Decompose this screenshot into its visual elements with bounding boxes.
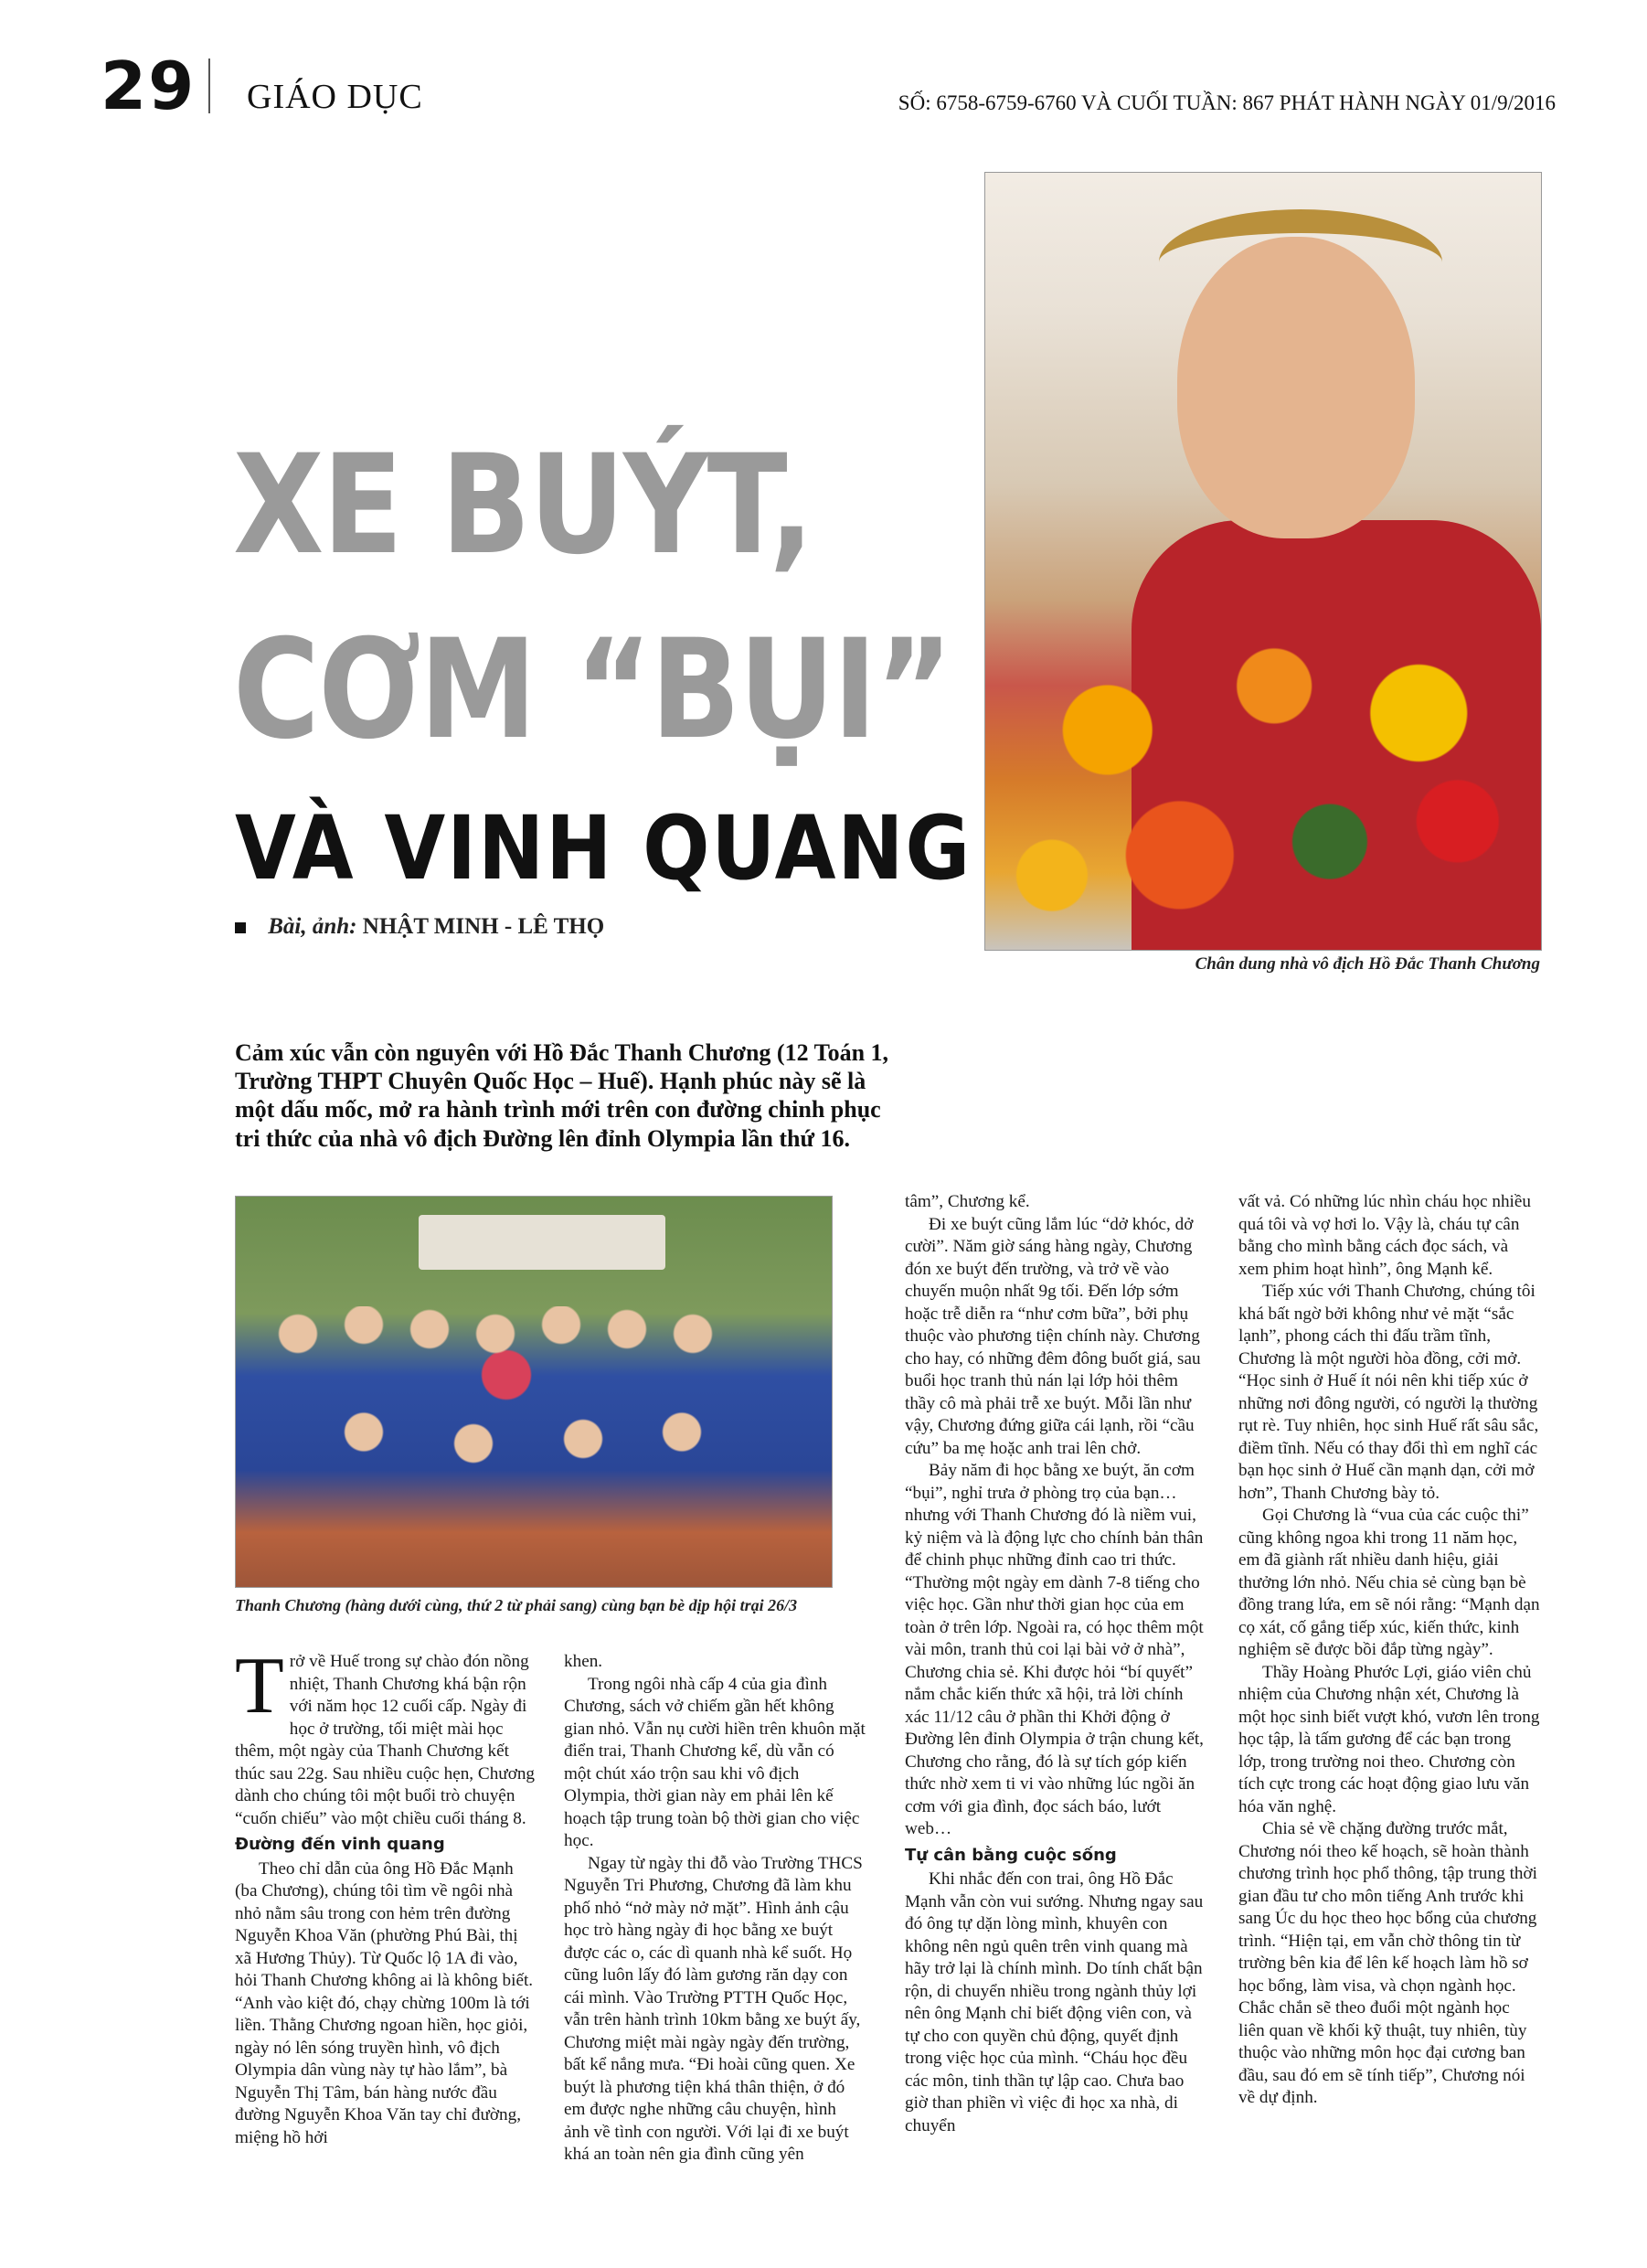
byline-authors: NHẬT MINH - LÊ THỌ — [362, 914, 605, 939]
body-paragraph: vất vả. Có những lúc nhìn cháu học nhiều quá tôi và vợ hơi lo. Vậy là, cháu tự cân bằng cho mình bằng cách đọc sách, và xem phim hoạt hình”, ông Mạnh kể. — [1238, 1192, 1531, 1279]
portrait-photo — [984, 172, 1542, 951]
photo-flower-garland — [985, 612, 1541, 950]
subheading: Tự cân bằng cuộc sống — [905, 1845, 1117, 1865]
headline-line-2: CƠM “BỤI” — [233, 611, 951, 770]
drop-cap: T — [235, 1642, 284, 1730]
body-paragraph — [235, 1642, 537, 1830]
byline — [235, 914, 604, 940]
body-paragraph: Đi xe buýt cũng lắm lúc “dở khóc, dở cười”. Năm giờ sáng hàng ngày, Chương đón xe buýt đến trường, và trở về vào chuyến muộn nhất 9g tối. Đến lớp sớm hoặc trễ diễn ra “như cơm bữa”, bởi phụ thuộc vào phương tiện chính này. Chương cho hay, có những đêm đông buốt giá, sau buổi học tranh thủ nán lại lớp hỏi thêm thầy cô mà phải trễ xe buýt. Mỗi lần như vậy, Chương đứng giữa cái lạnh, rồi “cầu cứu” ba mẹ hoặc anh trai lên chở. — [905, 1214, 1201, 1458]
body-paragraph: Trong ngôi nhà cấp 4 của gia đình Chương, sách vở chiếm gần hết không gian nhỏ. Vẫn nụ cười hiền trên khuôn mặt điển trai, Thanh Chương kể, dù vẫn có một chút xáo trộn sau khi vô địch Olympia, thời gian này em phải lên kế hoạch tập trung toàn bộ thời gian cho việc học. — [564, 1674, 866, 1850]
body-paragraph: Ngay từ ngày thi đỗ vào Trường THCS Nguyễn Tri Phương, Chương đã làm khu phố nhỏ “nở mày nở mặt”. Hình ảnh cậu học trò hàng ngày đi học bằng xe buýt được các o, các dì quanh nhà kể suốt. Họ cũng luôn lấy đó làm gương răn dạy con cái mình. Vào Trường PTTH Quốc Học, vẫn trên hành trình 10km bằng xe buýt ấy, Chương miệt mài ngày ngày đến trường, bất kể nắng mưa. “Đi hoài cũng quen. Xe buýt là phương tiện khá thân thiện, ở đó em được nghe những câu chuyện, hình ảnh về tình con người. Với lại đi xe buýt khá an toàn nên gia đình cũng yên — [564, 1853, 863, 2164]
body-column-2 — [564, 1651, 866, 2167]
body-paragraph: Gọi Chương là “vua của các cuộc thi” cũng không ngoa khi trong 11 năm học, em đã giành rất nhiều danh hiệu, giải thưởng lớn nhỏ. Nếu chia sẻ cùng bạn bè đồng trang lứa, em sẽ nói rằng: “Mạnh dạn cọ xát, cố gắng tiếp xúc, kiến thức, kinh nghiệm sẽ được bồi đắp từng ngày”. — [1238, 1506, 1540, 1659]
byline-bullet-icon — [235, 922, 246, 933]
lead-paragraph: Cảm xúc vẫn còn nguyên với Hồ Đắc Thanh Chương (12 Toán 1, Trường THPT Chuyên Quốc Học – Huế). Hạnh phúc này sẽ là một dấu mốc, mở ra hành trình mới trên con đường chinh phục tri thức của nhà vô địch Đường lên đỉnh Olympia lần thứ 16. — [235, 1039, 889, 1152]
body-paragraph: Theo chỉ dẫn của ông Hồ Đắc Mạnh (ba Chương), chúng tôi tìm về ngôi nhà nhỏ nằm sâu trong con hẻm trên đường Nguyễn Khoa Văn (phường Phú Bài, thị xã Hương Thủy). Từ Quốc lộ 1A đi vào, hỏi Thanh Chương không ai là không biết. “Anh vào kiệt đó, chạy chừng 100m là tới liền. Thằng Chương ngoan hiền, học giỏi, ngày nó lên sóng truyền hình, vô địch Olympia dân vùng này tự hào lắm”, bà Nguyễn Thị Tâm, bán hàng nước đầu đường Nguyễn Khoa Văn tay chỉ đường, miệng hồ hởi — [235, 1858, 534, 2147]
body-paragraph: khen. — [564, 1652, 603, 1671]
body-paragraph: Thầy Hoàng Phước Lợi, giáo viên chủ nhiệm của Chương nhận xét, Chương là một học sinh biết vượt khó, vươn lên trong học tập, là tấm gương để các bạn trong lớp, trong trường noi theo. Chương còn tích cực trong các hoạt động giao lưu văn hóa văn nghệ. — [1238, 1662, 1540, 1816]
issue-info: SỐ: 6758-6759-6760 VÀ CUỐI TUẦN: 867 PHÁT HÀNH NGÀY 01/9/2016 — [898, 91, 1556, 114]
page-number: 29 — [101, 48, 197, 124]
body-column-1 — [235, 1642, 537, 2149]
photo-group-people — [254, 1306, 802, 1535]
header-divider — [208, 59, 210, 113]
body-column-4 — [1238, 1191, 1540, 2110]
photo-banner — [419, 1215, 665, 1270]
group-photo-caption: Thanh Chương (hàng dưới cùng, thứ 2 từ phải sang) cùng bạn bè dịp hội trại 26/3 — [235, 1596, 798, 1614]
body-paragraph: tâm”, Chương kể. — [905, 1192, 1030, 1211]
subheading: Đường đến vinh quang — [235, 1835, 445, 1854]
group-photo — [235, 1196, 833, 1588]
headline-line-3: VÀ VINH QUANG — [235, 797, 972, 900]
byline-role: Bài, ảnh: — [268, 914, 357, 939]
portrait-caption: Chân dung nhà vô địch Hồ Đắc Thanh Chương — [1195, 954, 1540, 974]
body-paragraph: Khi nhắc đến con trai, ông Hồ Đắc Mạnh vẫn còn vui sướng. Nhưng ngay sau đó ông tự dặn lòng mình, khuyên con không nên ngủ quên trên vinh quang mà hãy trở lại là chính mình. Do tính chất bận rộn, di chuyển nhiều trong ngành thủy lợi nên ông Mạnh chỉ biết động viên con, và tự cho con quyền chủ động, quyết định trong việc học của mình. “Cháu học đều các môn, tinh thần tự lập cao. Chưa bao giờ than phiền vì việc đi học xa nhà, di chuyển — [905, 1869, 1204, 2135]
section-name: GIÁO DỤC — [247, 78, 423, 116]
body-paragraph: Bảy năm đi học bằng xe buýt, ăn cơm “bụi”, nghỉ trưa ở phòng trọ của bạn… nhưng với Thanh Chương đó là niềm vui, kỷ niệm và là động lực cho chính bản thân để chinh phục những đỉnh cao tri thức. “Thường một ngày em dành 7-8 tiếng cho việc học. Gần như thời gian học của em toàn ở trên lớp. Ngoài ra, có học thêm một vài môn, tranh thủ coi lại bài vở ở nhà”, Chương chia sẻ. Khi được hỏi “bí quyết” nắm chắc kiến thức xã hội, trả lời chính xác 11/12 câu ở phần thi Khởi động ở Đường lên đỉnh Olympia ở trận chung kết, Chương cho rằng, đó là sự tích góp kiến thức nhờ xem ti vi vào những lúc ngồi ăn cơm với gia đình, đọc sách báo, lướt web… — [905, 1461, 1204, 1838]
body-paragraph: Chia sẻ về chặng đường trước mắt, Chương nói theo kế hoạch, sẽ hoàn thành chương trình học phổ thông, tập trung thời gian đầu tư cho môn tiếng Anh trước khi sang Úc du học theo học bổng của chương trình. “Hiện tại, em vẫn chờ thông tin từ trường bên kia để lên kế hoạch làm hồ sơ học bổng, làm visa, và chọn ngành học. Chắc chắn sẽ theo đuổi một ngành học liên quan về khối kỹ thuật, tuy nhiên, tùy thuộc vào những môn học đại cương ban đầu, sau đó em sẽ tính tiếp”, Chương nói về dự định. — [1238, 1819, 1537, 2107]
laurel-wreath-icon — [1159, 209, 1442, 315]
body-paragraph: Tiếp xúc với Thanh Chương, chúng tôi khá bất ngờ bởi không như vẻ mặt “sắc lạnh”, phong cách thi đấu trầm tĩnh, Chương là một người hòa đồng, cởi mở. “Học sinh ở Huế ít nói nên khi tiếp xúc ở những nơi đông người, có người lạ thường rụt rè. Tuy nhiên, học sinh Huế rất sâu sắc, điềm tĩnh. Nếu có thay đổi thì em nghĩ các bạn học sinh ở Huế cần mạnh dạn, cởi mở hơn”, Thanh Chương bày tỏ. — [1238, 1282, 1539, 1503]
body-text: rở về Huế trong sự chào đón nồng nhiệt, Thanh Chương khá bận rộn với năm học 12 cuối cấp. Ngày đi học ở trường, tối miệt mài học thêm, một ngày của Thanh Chương kết thúc sau 22g. Sau nhiều cuộc hẹn, Chương dành cho chúng tôi một buổi trò chuyện “cuốn chiếu” vào một chiều cuối tháng 8. — [235, 1652, 536, 1828]
headline-line-1: XE BUÝT, — [233, 426, 813, 585]
body-column-3 — [905, 1191, 1206, 2137]
